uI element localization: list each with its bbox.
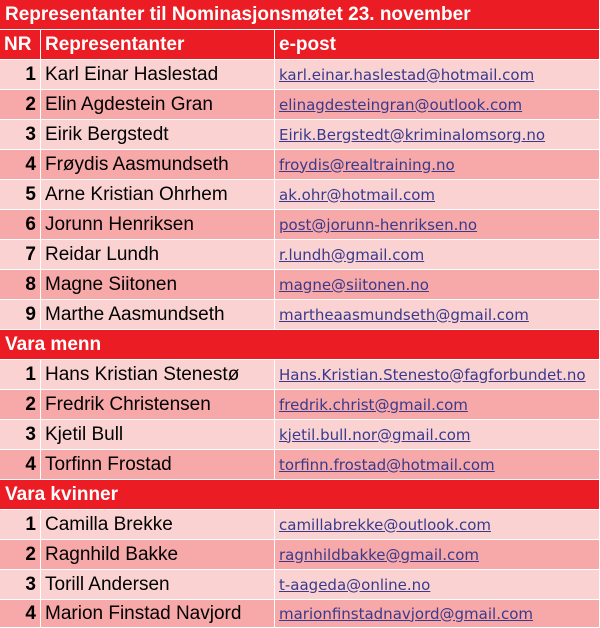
table-row [0, 210, 600, 240]
row-nr: 3 [0, 570, 41, 600]
email-link[interactable]: post@jorunn-henriksen.no [279, 215, 478, 234]
row-email-cell [275, 300, 600, 330]
column-header-row [0, 30, 600, 60]
email-link[interactable]: marionfinstadnavjord@gmail.com [279, 604, 533, 623]
row-name: Arne Kristian Ohrhem [41, 180, 275, 210]
row-email-cell [275, 270, 600, 300]
row-email-cell [275, 240, 600, 270]
email-link[interactable]: t-aageda@online.no [279, 575, 431, 594]
row-name: Ragnhild Bakke [41, 540, 275, 570]
row-name: Torfinn Frostad [41, 450, 275, 480]
header-name: Representanter [41, 30, 275, 60]
row-name: Frøydis Aasmundseth [41, 150, 275, 180]
row-name: Jorunn Henriksen [41, 210, 275, 240]
row-email-cell [275, 420, 600, 450]
row-nr: 3 [0, 420, 41, 450]
row-name: Magne Siitonen [41, 270, 275, 300]
email-link[interactable]: martheaasmundseth@gmail.com [279, 305, 529, 324]
row-email-cell [275, 90, 600, 120]
table-row [0, 60, 600, 90]
table-row [0, 360, 600, 390]
row-email-cell [275, 210, 600, 240]
row-email-cell [275, 540, 600, 570]
table-row [0, 90, 600, 120]
row-nr: 2 [0, 390, 41, 420]
row-email-cell [275, 60, 600, 90]
table-row [0, 420, 600, 450]
table-row [0, 540, 600, 570]
email-link[interactable]: magne@siitonen.no [279, 275, 429, 294]
row-nr: 2 [0, 540, 41, 570]
email-link[interactable]: elinagdesteingran@outlook.com [279, 95, 523, 114]
row-nr: 1 [0, 360, 41, 390]
header-email: e-post [275, 30, 600, 60]
row-nr: 6 [0, 210, 41, 240]
table-row [0, 570, 600, 600]
table-row [0, 300, 600, 330]
table-row [0, 450, 600, 480]
row-name: Marthe Aasmundseth [41, 300, 275, 330]
email-link[interactable]: ak.ohr@hotmail.com [279, 185, 436, 204]
email-link[interactable]: ragnhildbakke@gmail.com [279, 545, 479, 564]
row-email-cell [275, 150, 600, 180]
email-link[interactable]: camillabrekke@outlook.com [279, 515, 491, 534]
row-name: Kjetil Bull [41, 420, 275, 450]
row-email-cell [275, 450, 600, 480]
row-email-cell [275, 570, 600, 600]
row-name: Eirik Bergstedt [41, 120, 275, 150]
row-email-cell [275, 600, 600, 628]
row-name: Karl Einar Haslestad [41, 60, 275, 90]
table-row [0, 120, 600, 150]
row-email-cell [275, 180, 600, 210]
row-email-cell [275, 360, 600, 390]
email-link[interactable]: torfinn.frostad@hotmail.com [279, 455, 495, 474]
section-vara-kvinner [0, 480, 600, 510]
row-nr: 8 [0, 270, 41, 300]
row-nr: 5 [0, 180, 41, 210]
email-link[interactable]: froydis@realtraining.no [279, 155, 455, 174]
row-email-cell [275, 510, 600, 540]
row-email-cell [275, 390, 600, 420]
row-nr: 4 [0, 600, 41, 628]
email-link[interactable]: kjetil.bull.nor@gmail.com [279, 425, 471, 444]
table-title-row [0, 0, 600, 30]
row-nr: 2 [0, 90, 41, 120]
table-title: Representanter til Nominasjonsmøtet 23. november [0, 0, 600, 30]
email-link[interactable]: r.lundh@gmail.com [279, 245, 425, 264]
email-link[interactable]: Eirik.Bergstedt@kriminalomsorg.no [279, 125, 546, 144]
table-row [0, 600, 600, 628]
row-name: Hans Kristian Stenestø [41, 360, 275, 390]
row-nr: 1 [0, 60, 41, 90]
email-link[interactable]: fredrik.christ@gmail.com [279, 395, 468, 414]
row-name: Torill Andersen [41, 570, 275, 600]
table-row [0, 240, 600, 270]
row-nr: 4 [0, 450, 41, 480]
table-row [0, 270, 600, 300]
section-title: Vara menn [0, 330, 600, 360]
row-nr: 7 [0, 240, 41, 270]
table-row [0, 180, 600, 210]
email-link[interactable]: karl.einar.haslestad@hotmail.com [279, 65, 535, 84]
section-vara-menn [0, 330, 600, 360]
row-nr: 4 [0, 150, 41, 180]
row-nr: 9 [0, 300, 41, 330]
row-name: Fredrik Christensen [41, 390, 275, 420]
row-email-cell [275, 120, 600, 150]
email-link[interactable]: Hans.Kristian.Stenesto@fagforbundet.no [279, 365, 586, 384]
table-row [0, 150, 600, 180]
row-nr: 3 [0, 120, 41, 150]
table-row [0, 390, 600, 420]
section-title: Vara kvinner [0, 480, 600, 510]
row-nr: 1 [0, 510, 41, 540]
row-name: Reidar Lundh [41, 240, 275, 270]
row-name: Marion Finstad Navjord [41, 600, 275, 628]
header-nr: NR [0, 30, 41, 60]
row-name: Elin Agdestein Gran [41, 90, 275, 120]
table-row [0, 510, 600, 540]
row-name: Camilla Brekke [41, 510, 275, 540]
